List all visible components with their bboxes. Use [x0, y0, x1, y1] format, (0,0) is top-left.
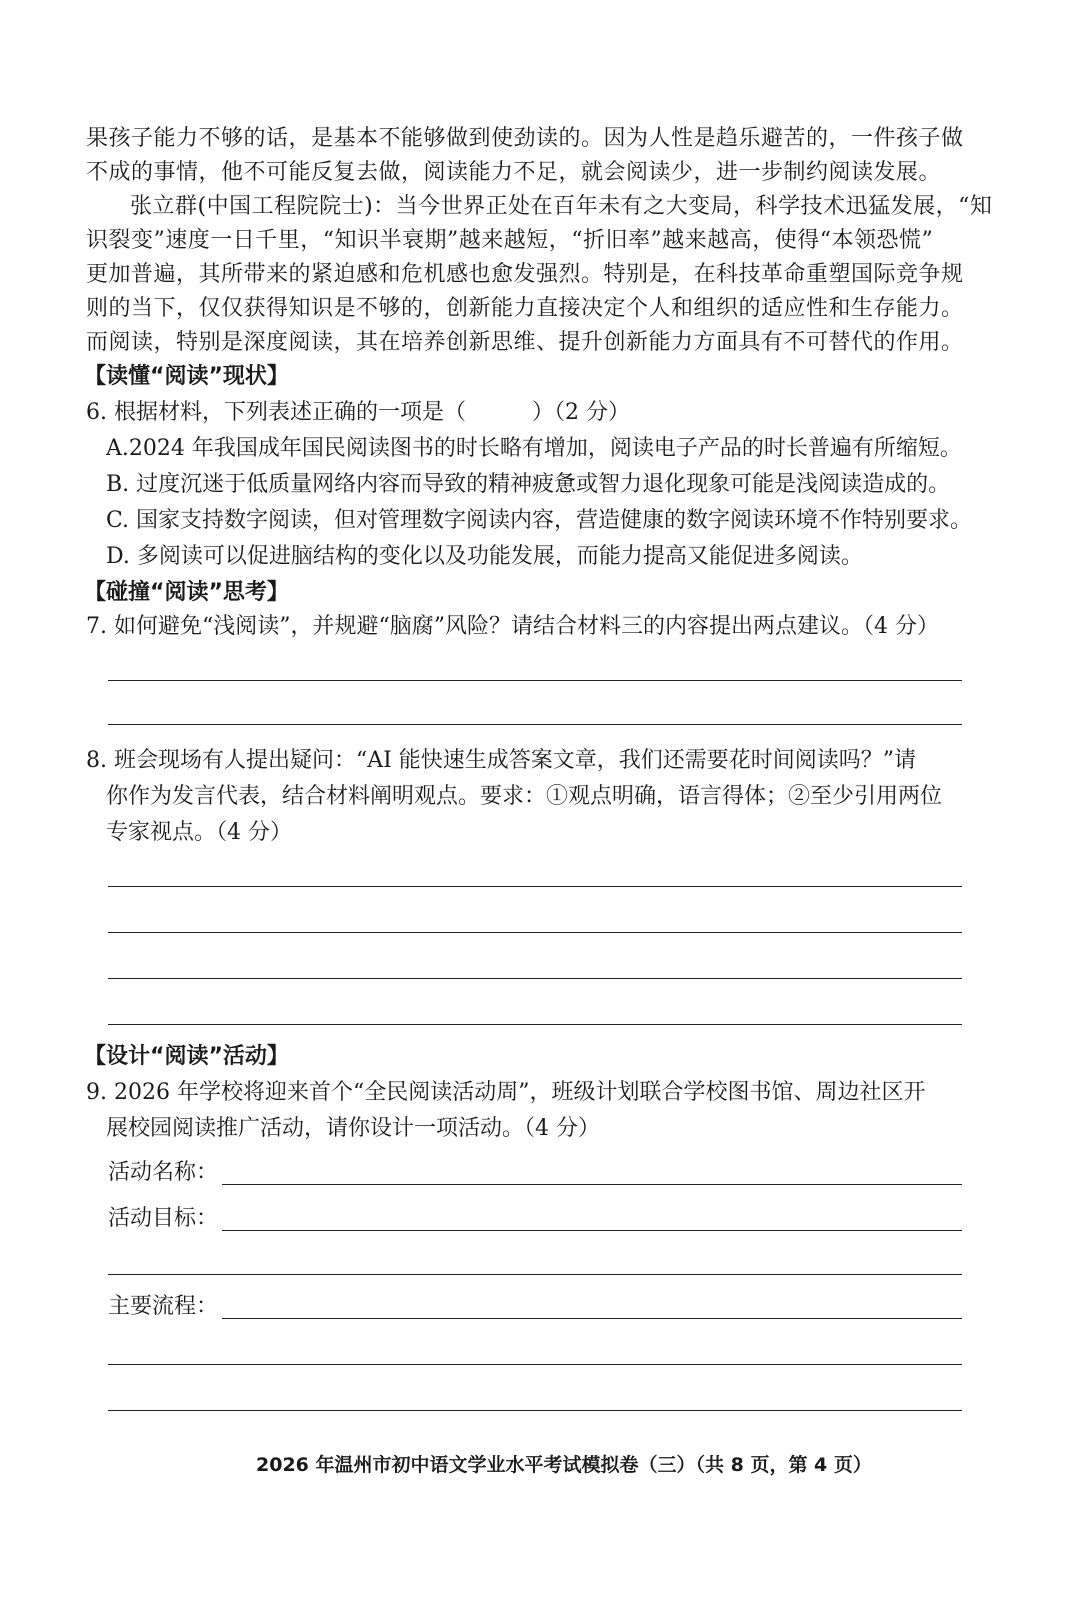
question-9-line-1: 9. 2026 年学校将迎来首个“全民阅读活动周”，班级计划联合学校图书馆、周边社区开	[86, 1080, 926, 1105]
activity-flow-answer-line-1[interactable]	[222, 1318, 962, 1319]
answer-line-q8-1[interactable]	[108, 886, 962, 887]
question-6-option-d: D. 多阅读可以促进脑结构的变化以及功能发展，而能力提高又能促进多阅读。	[106, 544, 863, 569]
question-9-line-2: 展校园阅读推广活动，请你设计一项活动。（4 分）	[106, 1116, 600, 1141]
answer-line-q7-1[interactable]	[108, 680, 962, 681]
question-8-line-1: 8. 班会现场有人提出疑问：“AI 能快速生成答案文章，我们还需要花时间阅读吗？”请	[86, 748, 917, 773]
activity-name-label: 活动名称：	[108, 1160, 219, 1185]
activity-flow-answer-line-3[interactable]	[108, 1410, 962, 1411]
material-line-3: 张立群(中国工程院院士)：当今世界正处在百年未有之大变局，科学技术迅猛发展，“知	[130, 194, 993, 219]
activity-goal-answer-line-1[interactable]	[222, 1230, 962, 1231]
question-6-option-c: C. 国家支持数字阅读，但对管理数字阅读内容，营造健康的数字阅读环境不作特别要求。	[106, 508, 973, 533]
section-heading-thinking: 【碰撞“阅读”思考】	[84, 580, 289, 605]
material-line-6: 则的当下，仅仅获得知识是不够的，创新能力直接决定个人和组织的适应性和生存能力。	[86, 296, 964, 321]
activity-goal-answer-line-2[interactable]	[108, 1274, 962, 1275]
question-8-line-2: 你作为发言代表，结合材料阐明观点。要求：①观点明确，语言得体；②至少引用两位	[106, 784, 943, 809]
question-7-stem: 7. 如何避免“浅阅读”，并规避“脑腐”风险？请结合材料三的内容提出两点建议。（4 分）	[86, 614, 939, 639]
material-line-1: 果孩子能力不够的话，是基本不能够做到使劲读的。因为人性是趋乐避苦的，一件孩子做	[86, 126, 964, 151]
activity-name-answer-line[interactable]	[222, 1184, 962, 1185]
question-8-line-3: 专家视点。（4 分）	[106, 820, 292, 845]
answer-line-q7-2[interactable]	[108, 724, 962, 725]
answer-line-q8-2[interactable]	[108, 932, 962, 933]
answer-line-q8-4[interactable]	[108, 1024, 962, 1025]
activity-goal-label: 活动目标：	[108, 1206, 219, 1231]
question-6-option-b: B. 过度沉迷于低质量网络内容而导致的精神疲惫或智力退化现象可能是浅阅读造成的。	[106, 472, 951, 497]
material-line-5: 更加普遍，其所带来的紧迫感和危机感也愈发强烈。特别是，在科技革命重塑国际竞争规	[86, 262, 964, 287]
material-line-7: 而阅读，特别是深度阅读，其在培养创新思维、提升创新能力方面具有不可替代的作用。	[86, 330, 964, 355]
material-line-4: 识裂变”速度一日千里，“知识半衰期”越来越短，“折旧率”越来越高，使得“本领恐慌”	[86, 228, 934, 253]
material-line-2: 不成的事情，他不可能反复去做，阅读能力不足，就会阅读少，进一步制约阅读发展。	[86, 160, 942, 185]
activity-flow-answer-line-2[interactable]	[108, 1364, 962, 1365]
question-6-stem: 6. 根据材料，下列表述正确的一项是（ ）（2 分）	[86, 400, 630, 425]
section-heading-status: 【读懂“阅读”现状】	[84, 364, 289, 389]
question-6-option-a: A.2024 年我国成年国民阅读图书的时长略有增加，阅读电子产品的时长普遍有所缩短。	[106, 436, 962, 461]
activity-flow-label: 主要流程：	[108, 1294, 219, 1319]
answer-line-q8-3[interactable]	[108, 978, 962, 979]
section-heading-activity: 【设计“阅读”活动】	[84, 1044, 289, 1069]
page-footer: 2026 年温州市初中语文学业水平考试模拟卷（三）（共 8 页，第 4 页）	[256, 1454, 872, 1476]
